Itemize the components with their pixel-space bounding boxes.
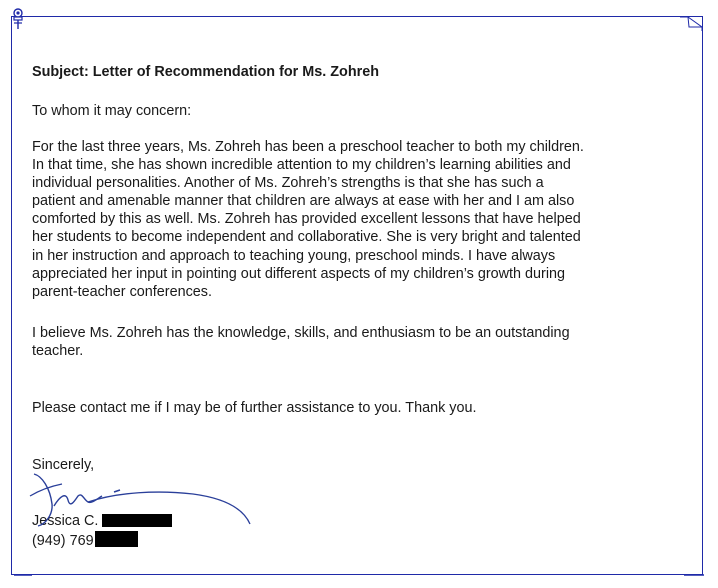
belief-line: teacher. — [32, 343, 84, 360]
letter-body-paragraph — [32, 138, 682, 301]
body-line: For the last three years, Ms. Zohreh has been a preschool teacher to both my children. — [32, 139, 584, 155]
body-line: her students to become independent and collaborative. She is very bright and talented — [32, 229, 581, 246]
pushpin-icon[interactable] — [10, 8, 26, 30]
signer-phone — [32, 531, 138, 550]
handwritten-signature — [28, 466, 258, 530]
body-line: comforted by this as well. Ms. Zohreh has provided excellent lessons that have helped — [32, 211, 581, 228]
body-line: individual personalities. Another of Ms. Zohreh’s strengths is that she has such a — [32, 175, 544, 192]
body-line: In that time, she has shown incredible attention to my children’s learning abilities and — [32, 157, 571, 174]
letter-belief-paragraph — [32, 324, 682, 360]
letter-contact-line: Please contact me if I may be of further assistance to you. Thank you. — [32, 400, 477, 416]
signer-name-text: Jessica C. — [32, 513, 99, 529]
body-line: appreciated her input in pointing out different aspects of my children’s growth during — [32, 265, 566, 282]
letter-subject: Subject: Letter of Recommendation for Ms. Zohreh — [32, 64, 379, 80]
body-line: patient and amenable manner that children are always at ease with her and I am also — [32, 193, 575, 210]
letter-salutation: To whom it may concern: — [32, 103, 192, 119]
belief-line: I believe Ms. Zohreh has the knowledge, skills, and enthusiasm to be an outstanding — [32, 325, 570, 341]
page-corner-fold-icon — [680, 17, 702, 31]
body-line: in her instruction and approach to teaching young, preschool minds. I have always — [32, 247, 556, 264]
letter-closing: Sincerely, — [32, 457, 95, 473]
phone-redaction-bar — [95, 531, 138, 547]
signer-phone-text: (949) 769 — [32, 533, 94, 549]
body-line: parent-teacher conferences. — [32, 283, 212, 300]
page-bottom-edge — [0, 572, 718, 578]
